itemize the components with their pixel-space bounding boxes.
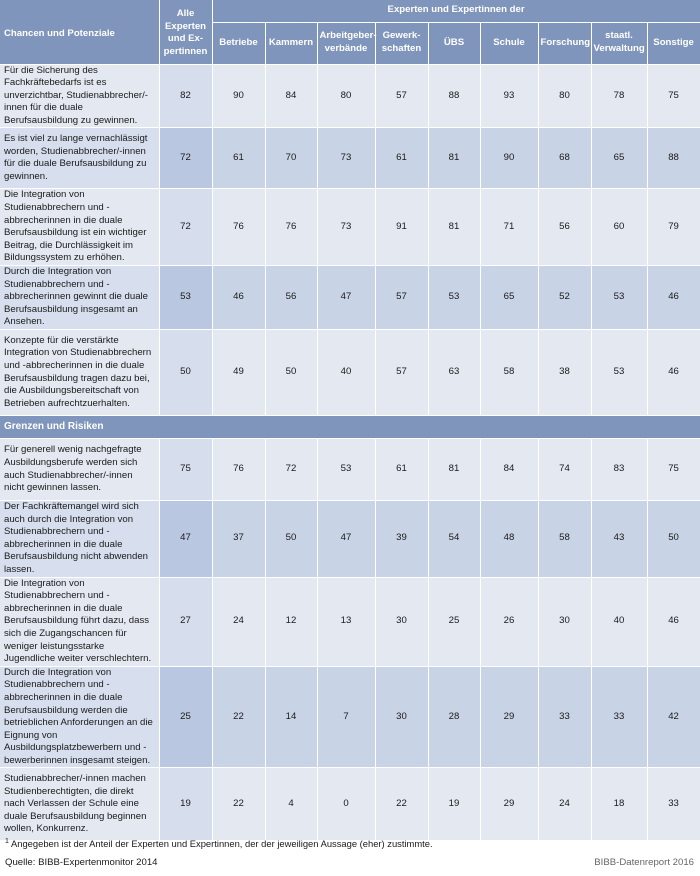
chancen-rows bbox=[0, 64, 700, 416]
value-cell: 74 bbox=[538, 439, 591, 501]
all-experts-value: 25 bbox=[159, 666, 212, 768]
value-cell: 33 bbox=[647, 768, 700, 841]
value-cell: 50 bbox=[265, 501, 317, 578]
value-cell: 30 bbox=[538, 577, 591, 666]
value-cell: 22 bbox=[375, 768, 428, 841]
value-cell: 46 bbox=[212, 266, 265, 330]
statement-cell: Für generell wenig nachgefragte Ausbildungsberufe werden sich auch Studienabbrecher/-innen nicht gewinnen lassen. bbox=[0, 439, 159, 501]
column-header: Arbeitgeber-verbände bbox=[317, 22, 375, 64]
value-cell: 54 bbox=[428, 501, 480, 578]
value-cell: 48 bbox=[480, 501, 538, 578]
value-cell: 22 bbox=[212, 768, 265, 841]
value-cell: 58 bbox=[480, 330, 538, 416]
value-cell: 26 bbox=[480, 577, 538, 666]
group-header: Experten und Expertinnen der bbox=[212, 0, 700, 22]
value-cell: 61 bbox=[212, 128, 265, 189]
credit-note: BIBB-Datenreport 2016 bbox=[594, 857, 694, 868]
value-cell: 53 bbox=[428, 266, 480, 330]
value-cell: 53 bbox=[317, 439, 375, 501]
value-cell: 91 bbox=[375, 189, 428, 266]
value-cell: 47 bbox=[317, 266, 375, 330]
table-row bbox=[0, 189, 700, 266]
value-cell: 40 bbox=[591, 577, 647, 666]
value-cell: 56 bbox=[538, 189, 591, 266]
value-cell: 81 bbox=[428, 128, 480, 189]
value-cell: 75 bbox=[647, 439, 700, 501]
value-cell: 53 bbox=[591, 266, 647, 330]
value-cell: 65 bbox=[591, 128, 647, 189]
value-cell: 46 bbox=[647, 266, 700, 330]
value-cell: 14 bbox=[265, 666, 317, 768]
statement-cell: Die Integration von Studienabbrechern und -abbrecherinnen in die duale Berufsausbildung ist ein wichtiger Beitrag, die Durchlässigkeit im Bildungssystem zu erhöhen. bbox=[0, 189, 159, 266]
all-experts-value: 72 bbox=[159, 189, 212, 266]
column-header: Betriebe bbox=[212, 22, 265, 64]
all-experts-value: 75 bbox=[159, 439, 212, 501]
all-experts-value: 27 bbox=[159, 577, 212, 666]
value-cell: 81 bbox=[428, 439, 480, 501]
all-experts-value: 19 bbox=[159, 768, 212, 841]
value-cell: 80 bbox=[317, 64, 375, 128]
value-cell: 56 bbox=[265, 266, 317, 330]
column-header: Forschung bbox=[538, 22, 591, 64]
source-note: Quelle: BIBB-Expertenmonitor 2014 bbox=[5, 857, 158, 868]
grenzen-rows bbox=[0, 439, 700, 841]
footnote-text: Angegeben ist der Anteil der Experten und Expertinnen, der der jeweiligen Aussage (eher) zustimmte. bbox=[8, 838, 433, 850]
footnote-marker: 1 bbox=[5, 838, 9, 845]
value-cell: 61 bbox=[375, 439, 428, 501]
value-cell: 57 bbox=[375, 64, 428, 128]
statement-cell: Der Fachkräftemangel wird sich auch durch die Integration von Studienabbrechern und -abbrecherinnen in die duale Berufsausbildung nicht abwenden lassen. bbox=[0, 501, 159, 578]
table-row bbox=[0, 330, 700, 416]
value-cell: 25 bbox=[428, 577, 480, 666]
all-experts-value: 50 bbox=[159, 330, 212, 416]
value-cell: 42 bbox=[647, 666, 700, 768]
value-cell: 80 bbox=[538, 64, 591, 128]
value-cell: 37 bbox=[212, 501, 265, 578]
table-row bbox=[0, 439, 700, 501]
value-cell: 50 bbox=[647, 501, 700, 578]
value-cell: 28 bbox=[428, 666, 480, 768]
value-cell: 47 bbox=[317, 501, 375, 578]
value-cell: 88 bbox=[647, 128, 700, 189]
value-cell: 0 bbox=[317, 768, 375, 841]
value-cell: 57 bbox=[375, 266, 428, 330]
value-cell: 30 bbox=[375, 666, 428, 768]
value-cell: 76 bbox=[212, 439, 265, 501]
value-cell: 22 bbox=[212, 666, 265, 768]
value-cell: 38 bbox=[538, 330, 591, 416]
value-cell: 78 bbox=[591, 64, 647, 128]
value-cell: 84 bbox=[265, 64, 317, 128]
value-cell: 73 bbox=[317, 189, 375, 266]
value-cell: 90 bbox=[212, 64, 265, 128]
column-header: ÜBS bbox=[428, 22, 480, 64]
value-cell: 57 bbox=[375, 330, 428, 416]
table-row bbox=[0, 666, 700, 768]
value-cell: 53 bbox=[591, 330, 647, 416]
value-cell: 76 bbox=[265, 189, 317, 266]
value-cell: 19 bbox=[428, 768, 480, 841]
value-cell: 63 bbox=[428, 330, 480, 416]
value-cell: 90 bbox=[480, 128, 538, 189]
value-cell: 81 bbox=[428, 189, 480, 266]
value-cell: 88 bbox=[428, 64, 480, 128]
statement-cell: Studienabbrecher/-innen machen Studienberechtigten, die direkt nach Verlassen der Schule eine duale Berufsausbildung beginnen wollen, Konkurrenz. bbox=[0, 768, 159, 841]
column-header: Sonstige bbox=[647, 22, 700, 64]
value-cell: 84 bbox=[480, 439, 538, 501]
all-experts-value: 82 bbox=[159, 64, 212, 128]
value-cell: 46 bbox=[647, 577, 700, 666]
value-cell: 24 bbox=[538, 768, 591, 841]
table-row bbox=[0, 577, 700, 666]
value-cell: 79 bbox=[647, 189, 700, 266]
value-cell: 4 bbox=[265, 768, 317, 841]
value-cell: 93 bbox=[480, 64, 538, 128]
all-experts-value: 53 bbox=[159, 266, 212, 330]
value-cell: 24 bbox=[212, 577, 265, 666]
value-cell: 7 bbox=[317, 666, 375, 768]
section-header-grenzen: Grenzen und Risiken bbox=[0, 416, 700, 439]
row-label-header: Chancen und Potenziale bbox=[0, 0, 159, 64]
table-row bbox=[0, 266, 700, 330]
table-row bbox=[0, 768, 700, 841]
value-cell: 33 bbox=[591, 666, 647, 768]
value-cell: 46 bbox=[647, 330, 700, 416]
all-experts-header: Alle Experten und Ex-pertinnen bbox=[159, 0, 212, 64]
value-cell: 18 bbox=[591, 768, 647, 841]
value-cell: 29 bbox=[480, 666, 538, 768]
value-cell: 73 bbox=[317, 128, 375, 189]
value-cell: 70 bbox=[265, 128, 317, 189]
value-cell: 71 bbox=[480, 189, 538, 266]
all-experts-value: 72 bbox=[159, 128, 212, 189]
value-cell: 68 bbox=[538, 128, 591, 189]
value-cell: 58 bbox=[538, 501, 591, 578]
all-experts-value: 47 bbox=[159, 501, 212, 578]
statement-cell: Es ist viel zu lange vernachlässigt worden, Studienabbrecher/-innen für die duale Berufsausbildung zu gewinnen. bbox=[0, 128, 159, 189]
value-cell: 60 bbox=[591, 189, 647, 266]
column-header: Schule bbox=[480, 22, 538, 64]
table-row bbox=[0, 128, 700, 189]
column-header: Kammern bbox=[265, 22, 317, 64]
value-cell: 30 bbox=[375, 577, 428, 666]
footnote bbox=[5, 838, 433, 849]
column-header: Gewerk-schaften bbox=[375, 22, 428, 64]
column-header: staatl. Verwaltung bbox=[591, 22, 647, 64]
table-row bbox=[0, 64, 700, 128]
value-cell: 83 bbox=[591, 439, 647, 501]
value-cell: 52 bbox=[538, 266, 591, 330]
value-cell: 13 bbox=[317, 577, 375, 666]
value-cell: 72 bbox=[265, 439, 317, 501]
value-cell: 49 bbox=[212, 330, 265, 416]
statement-cell: Durch die Integration von Studienabbrechern und -abbrecherinnen in die duale Berufsausbildung werden die betrieblichen Anforderungen an die Eignung von Ausbildungsplatzbewerbern und -bewerberinnen insgesamt steigen. bbox=[0, 666, 159, 768]
value-cell: 65 bbox=[480, 266, 538, 330]
value-cell: 40 bbox=[317, 330, 375, 416]
value-cell: 50 bbox=[265, 330, 317, 416]
value-cell: 29 bbox=[480, 768, 538, 841]
value-cell: 12 bbox=[265, 577, 317, 666]
statement-cell: Konzepte für die verstärkte Integration von Studienabbrechern und -abbrecherinnen in die duale Berufsausbildung tragen dazu bei, die Ausbildungsbereitschaft von Betrieben aufrechtzuerhalten. bbox=[0, 330, 159, 416]
value-cell: 43 bbox=[591, 501, 647, 578]
value-cell: 39 bbox=[375, 501, 428, 578]
table-row bbox=[0, 501, 700, 578]
value-cell: 61 bbox=[375, 128, 428, 189]
statement-cell: Für die Sicherung des Fachkräftebedarfs ist es unverzichtbar, Studienabbrecher/-innen für die duale Berufsausbildung zu gewinnen. bbox=[0, 64, 159, 128]
statement-cell: Durch die Integration von Studienabbrechern und -abbrecherinnen gewinnt die duale Berufsausbildung insgesamt an Ansehen. bbox=[0, 266, 159, 330]
value-cell: 33 bbox=[538, 666, 591, 768]
value-cell: 76 bbox=[212, 189, 265, 266]
value-cell: 75 bbox=[647, 64, 700, 128]
statement-cell: Die Integration von Studienabbrechern und -abbrecherinnen in die duale Berufsausbildung führt dazu, dass sich die Zugangschancen für weniger leistungsstarke Jugendliche weiter verschlechtern. bbox=[0, 577, 159, 666]
